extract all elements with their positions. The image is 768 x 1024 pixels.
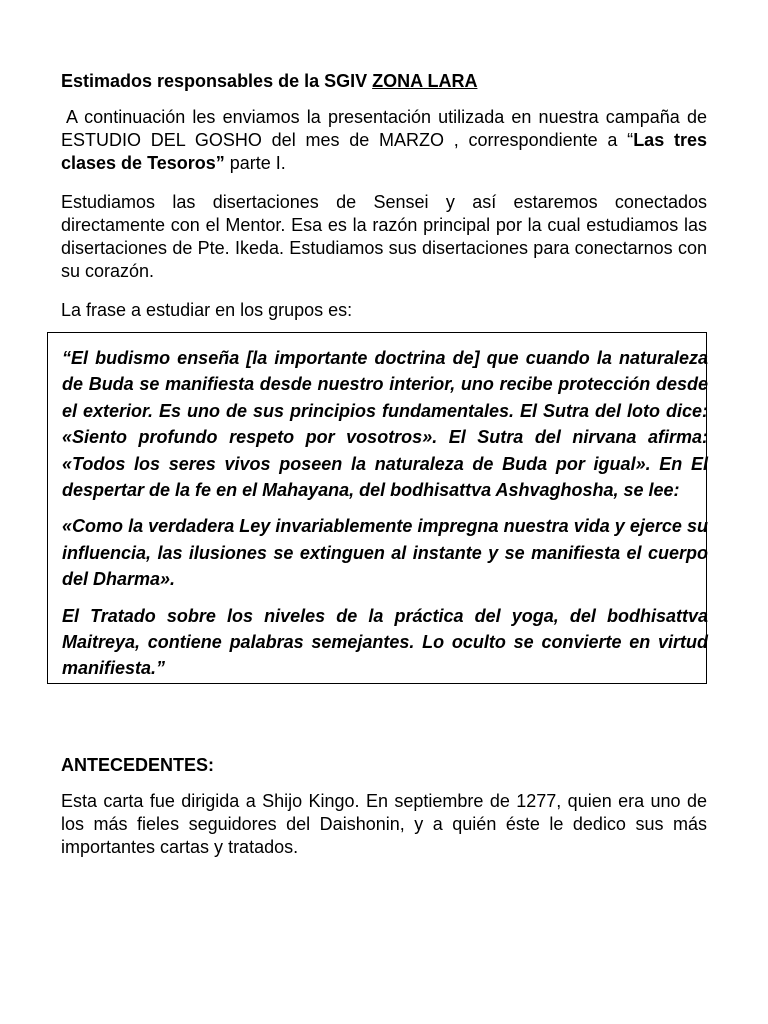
quote-paragraph-1: “El budismo enseña [la importante doctrina de] que cuando la naturaleza de Buda se manifiesta desde nuestro interior, uno recibe protección desde el exterior. Es uno de sus principios fundamentales. El Sutra del loto dice: «Siento profundo respeto por vosotros». El Sutra del nirvana afirma: «Todos los seres vivos poseen la naturaleza de Buda por igual». En El despertar de la fe en el Mahayana, del bodhisattva Ashvaghosha, se lee:	[62, 348, 708, 501]
heading-text: Estimados responsables de la SGIV	[61, 71, 373, 91]
study-paragraph: Estudiamos las disertaciones de Sensei y así estaremos conectados directamente con el Mentor. Esa es la razón principal por la cual estudiamos las disertaciones de Pte. Ikeda. Estudiamos sus disertaciones para conectarnos con su corazón.	[61, 192, 707, 281]
quote-paragraph-2: «Como la verdadera Ley invariablemente impregna nuestra vida y ejerce su influencia, las ilusiones se extinguen al instante y se manifiesta el cuerpo del Dharma».	[62, 516, 708, 590]
intro-text-2: parte I.	[224, 153, 286, 173]
heading-zone-name: ZONA LARA	[372, 71, 478, 91]
quote-text	[62, 345, 708, 692]
quote-box	[47, 332, 707, 684]
phrase-label: La frase a estudiar en los grupos es:	[61, 300, 353, 320]
document-page	[61, 70, 707, 875]
intro-paragraph	[61, 106, 707, 175]
intro-gosho-title: Las tres clases de Tesoros”	[61, 130, 707, 173]
section-title-antecedentes: ANTECEDENTES:	[61, 755, 215, 775]
antecedentes-paragraph: Esta carta fue dirigida a Shijo Kingo. En septiembre de 1277, quien era uno de los más fieles seguidores del Daishonin, y a quién éste le dedico sus más importantes cartas y tratados.	[61, 791, 707, 857]
greeting-heading	[61, 70, 707, 93]
quote-paragraph-3: El Tratado sobre los niveles de la práctica del yoga, del bodhisattva Maitreya, contiene palabras semejantes. Lo oculto se convierte en virtud manifiesta.”	[62, 605, 708, 679]
intro-text-1: A continuación les enviamos la presentación utilizada en nuestra campaña de ESTUDIO DEL GOSHO del mes de MARZO , correspondiente a “	[61, 107, 707, 150]
